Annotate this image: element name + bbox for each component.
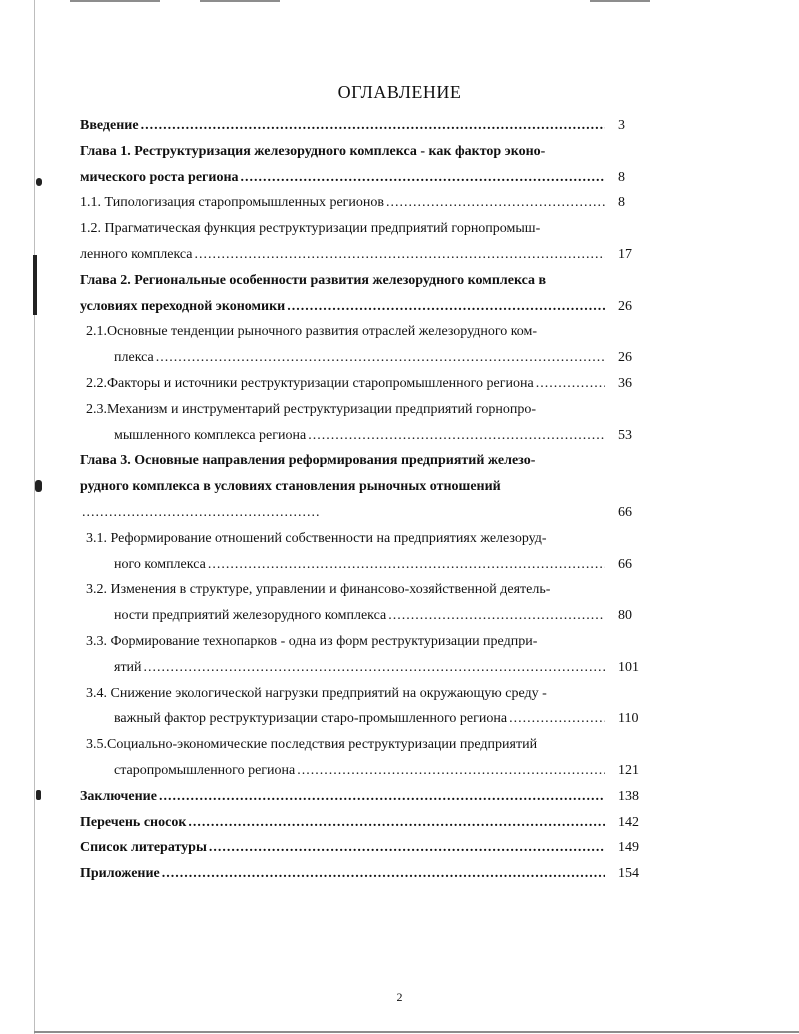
scan-speck: [35, 480, 42, 492]
toc-entry-text: Глава 1. Реструктуризация железорудного комплекса - как фактор эконо-: [80, 143, 546, 159]
toc-page-number: 36: [618, 376, 632, 391]
toc-leader-dots: [509, 709, 605, 729]
toc-entry-text: ятий: [114, 659, 142, 675]
toc-entry-text: 1.1. Типологизация старопромышленных регионов: [80, 195, 385, 211]
toc-page-number: 154: [618, 866, 639, 882]
scan-speck: [36, 790, 41, 800]
toc-page-number: 26: [618, 298, 632, 314]
toc-entry-text: 2.1.Основные тенденции рыночного развития отраслей железорудного ком-: [86, 324, 538, 340]
toc-entry-text: Приложение: [80, 866, 160, 882]
toc-entry-text: 3.4. Снижение экологической нагрузки предприятий на окружающую среду -: [86, 685, 547, 701]
toc-page-number: 66: [618, 556, 632, 572]
toc-entry-line: [86, 735, 605, 755]
toc-entry-line: [86, 580, 605, 600]
toc-page-number: 138: [618, 788, 639, 804]
scan-edge-bottom: [34, 1031, 799, 1033]
toc-entry-line: [80, 116, 605, 136]
toc-leader-dots: [159, 787, 605, 807]
toc-entry-line: [114, 426, 605, 446]
toc-entry-line: [80, 864, 605, 884]
toc-leader-dots: [287, 297, 605, 317]
scan-edge-top: [590, 0, 650, 2]
toc-entry-line: [86, 400, 605, 420]
toc-entry-line: [114, 348, 605, 368]
toc-entry-line: [114, 658, 605, 678]
toc-entry-line: [114, 555, 605, 575]
toc-entry-text: ного комплекса: [114, 556, 206, 572]
toc-leader-dots: [308, 426, 605, 446]
toc-entry-text: 2.3.Механизм и инструментарий реструктуризации предприятий горнопро-: [86, 401, 537, 417]
toc-entry-line: [80, 142, 605, 162]
toc-entry-text: Глава 3. Основные направления реформирования предприятий железо-: [80, 453, 536, 469]
toc-entry-line: [80, 219, 605, 239]
toc-page-number: 110: [618, 711, 639, 727]
toc-leader-dots: [208, 555, 605, 575]
toc-leader-dots: [195, 245, 605, 265]
toc-leader-dots: [82, 503, 320, 523]
toc-entry-text: старопромышленного региона: [114, 763, 296, 778]
toc-entry-line: [86, 684, 605, 704]
toc-entry-line: [80, 271, 605, 291]
toc-entry-line: [86, 529, 605, 549]
toc-entry-text: 1.2. Прагматическая функция реструктуризации предприятий горнопромыш-: [80, 221, 541, 237]
toc-page-number: 26: [618, 350, 632, 366]
toc-leader-dots: [141, 116, 605, 136]
toc-entry-line: [80, 477, 605, 497]
toc-leader-dots: [209, 838, 605, 858]
toc-entry-line: [80, 168, 605, 188]
toc-entry-line: [80, 451, 605, 471]
toc-leader-dots: [297, 761, 605, 781]
toc-entry-line: [80, 297, 605, 317]
toc-entry-text: 3.2. Изменения в структуре, управлении и финансово-хозяйственной деятель-: [86, 582, 551, 598]
toc-entry-text: плекса: [114, 350, 154, 366]
toc-entry-text: рудного комплекса в условиях становления рыночных отношений: [80, 479, 501, 495]
toc-entry-text: Список литературы: [80, 840, 207, 856]
scan-edge-top: [200, 0, 280, 2]
toc-entry-line: [86, 632, 605, 652]
toc-entry-line: [114, 709, 605, 729]
toc-leader-dots: [388, 606, 605, 626]
page-title: ОГЛАВЛЕНИЕ: [337, 82, 462, 102]
toc-entry-line: [80, 787, 605, 807]
scan-speck: [33, 255, 37, 315]
toc-entry-text: Глава 2. Региональные особенности развития железорудного комплекса в: [80, 272, 547, 288]
toc-page-number: 8: [618, 169, 625, 185]
toc-page-number: 66: [618, 505, 632, 520]
toc-leader-line: [80, 503, 320, 523]
toc-page-number: 17: [618, 247, 632, 262]
toc-leader-dots: [241, 168, 605, 188]
toc-leader-dots: [386, 193, 605, 213]
scan-edge-left: [34, 0, 35, 1034]
toc-entry-text: 3.1. Реформирование отношений собственности на предприятиях железоруд-: [86, 530, 547, 546]
toc-entry-text: Заключение: [80, 788, 157, 804]
toc-leader-dots: [188, 813, 605, 833]
toc-entry-line: [86, 374, 605, 394]
toc-page-number: 121: [618, 763, 639, 778]
toc-entry-line: [80, 838, 605, 858]
toc-entry-line: [114, 606, 605, 626]
toc-entry-line: [86, 322, 605, 342]
toc-entry-text: мышленного комплекса региона: [114, 427, 307, 443]
toc-entry-text: 3.3. Формирование технопарков - одна из форм реструктуризации предпри-: [86, 634, 538, 649]
toc-entry-text: ности предприятий железорудного комплекса: [114, 608, 387, 624]
toc-leader-dots: [536, 374, 605, 394]
toc-page-number: 8: [618, 195, 625, 211]
toc-entry-line: [80, 813, 605, 833]
toc-page-number: 149: [618, 840, 639, 856]
toc-page-number: 101: [618, 659, 639, 675]
scan-speck: [36, 178, 42, 186]
toc-leader-dots: [144, 658, 605, 678]
toc-entry-text: 2.2.Факторы и источники реструктуризации старопромышленного региона: [86, 376, 534, 391]
toc-page-number: 80: [618, 608, 632, 624]
toc-page-number: 142: [618, 814, 639, 830]
toc-leader-dots: [162, 864, 605, 884]
toc-entry-text: важный фактор реструктуризации старо-промышленного региона: [114, 711, 508, 727]
toc-entry-line: [80, 193, 605, 213]
toc-page-number: 53: [618, 427, 632, 443]
toc-page-number: 3: [618, 118, 625, 133]
scan-edge-top: [70, 0, 160, 2]
toc-entry-text: условиях переходной экономики: [80, 298, 286, 314]
page-number: 2: [396, 990, 403, 1004]
toc-entry-line: [114, 761, 605, 781]
toc-entry-text: Введение: [80, 118, 139, 133]
toc-leader-dots: [156, 348, 605, 368]
toc-entry-text: 3.5.Социально-экономические последствия реструктуризации предприятий: [86, 737, 538, 753]
toc-entry-text: мического роста региона: [80, 169, 239, 185]
toc-entry-text: Перечень сносок: [80, 814, 187, 830]
toc-entry-text: ленного комплекса: [80, 247, 193, 262]
toc-entry-line: [80, 245, 605, 265]
